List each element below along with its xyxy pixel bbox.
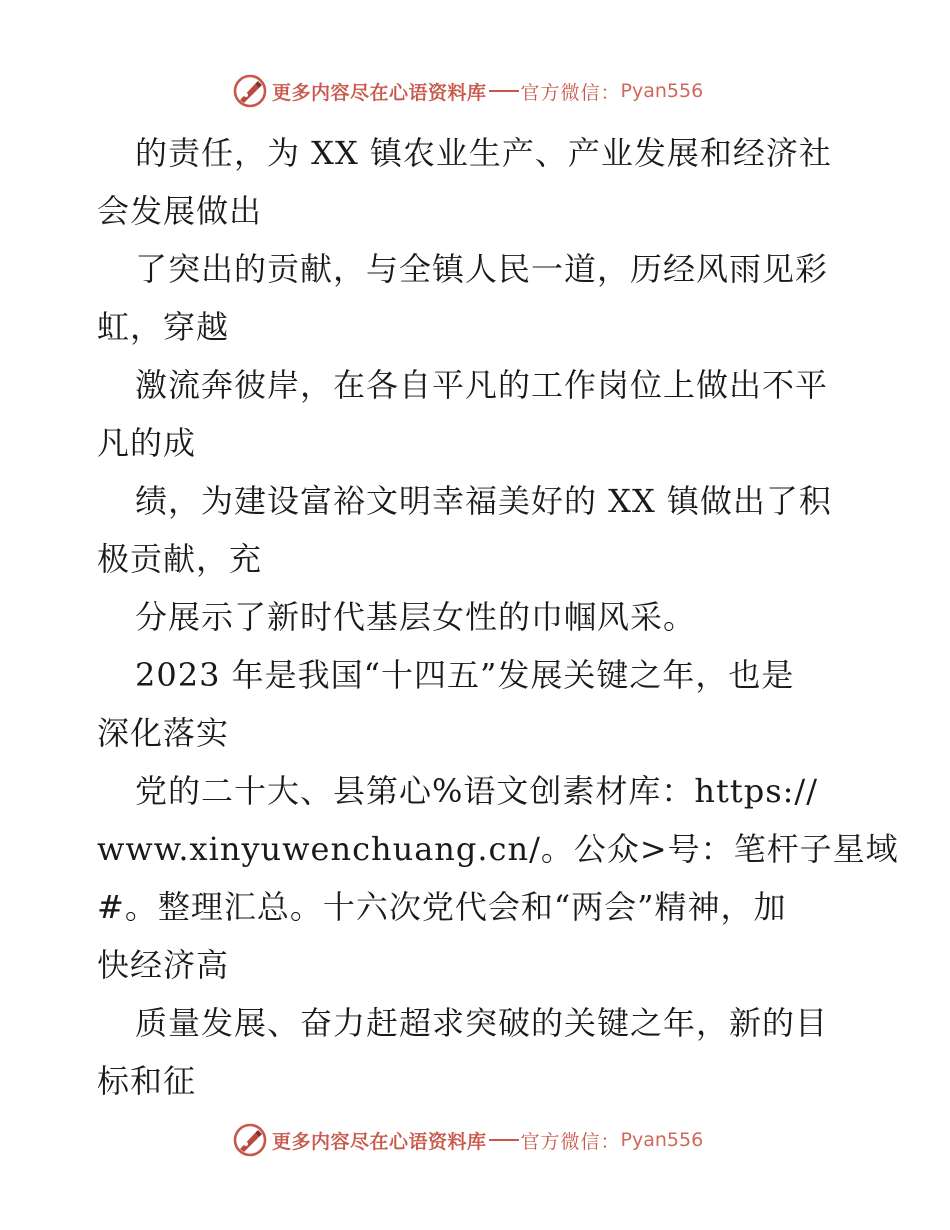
body-line: 凡的成 xyxy=(97,424,197,462)
header-wechat-id: Pyan556 xyxy=(620,80,704,102)
body-line: 2023 年是我国“十四五”发展关键之年，也是 xyxy=(135,656,795,694)
pen-logo-icon xyxy=(232,1122,268,1158)
body-line: 虹，穿越 xyxy=(97,308,230,346)
body-line: 绩，为建设富裕文明幸福美好的 XX 镇做出了积 xyxy=(135,482,832,520)
body-line: 快经济高 xyxy=(97,946,230,984)
body-line: 党的二十大、县第心%语文创素材库：https:// xyxy=(135,772,818,810)
body-line: 分展示了新时代基层女性的巾帼风采。 xyxy=(135,598,697,636)
footer-wechat-label: 官方微信： xyxy=(520,1130,621,1153)
header-wechat-label: 官方微信： xyxy=(520,81,621,104)
header-dash xyxy=(489,90,519,92)
body-line: 的责任，为 XX 镇农业生产、产业发展和经济社 xyxy=(135,134,832,172)
body-line: 深化落实 xyxy=(97,714,230,752)
footer-wechat-id: Pyan556 xyxy=(620,1129,704,1151)
footer-brand-text: 更多内容尽在心语资料库 xyxy=(272,1130,487,1153)
header-banner xyxy=(232,71,703,111)
footer-banner xyxy=(232,1120,703,1160)
footer-dash xyxy=(489,1139,519,1141)
body-line: 会发展做出 xyxy=(97,192,263,230)
body-line: 质量发展、奋力赶超求突破的关键之年，新的目 xyxy=(135,1004,829,1042)
body-line: 极贡献，充 xyxy=(97,540,263,578)
body-line: 标和征 xyxy=(97,1062,197,1100)
body-line: 了突出的贡献，与全镇人民一道，历经风雨见彩 xyxy=(135,250,829,288)
header-brand-text: 更多内容尽在心语资料库 xyxy=(272,81,487,104)
body-line: www.xinyuwenchuang.cn/。公众>号：笔杆子星域 xyxy=(97,830,899,868)
body-line: 激流奔彼岸，在各自平凡的工作岗位上做出不平 xyxy=(135,366,829,404)
document-body xyxy=(97,124,899,1110)
pen-logo-icon xyxy=(232,73,268,109)
body-line: #。整理汇总。十六次党代会和“两会”精神，加 xyxy=(97,888,787,926)
